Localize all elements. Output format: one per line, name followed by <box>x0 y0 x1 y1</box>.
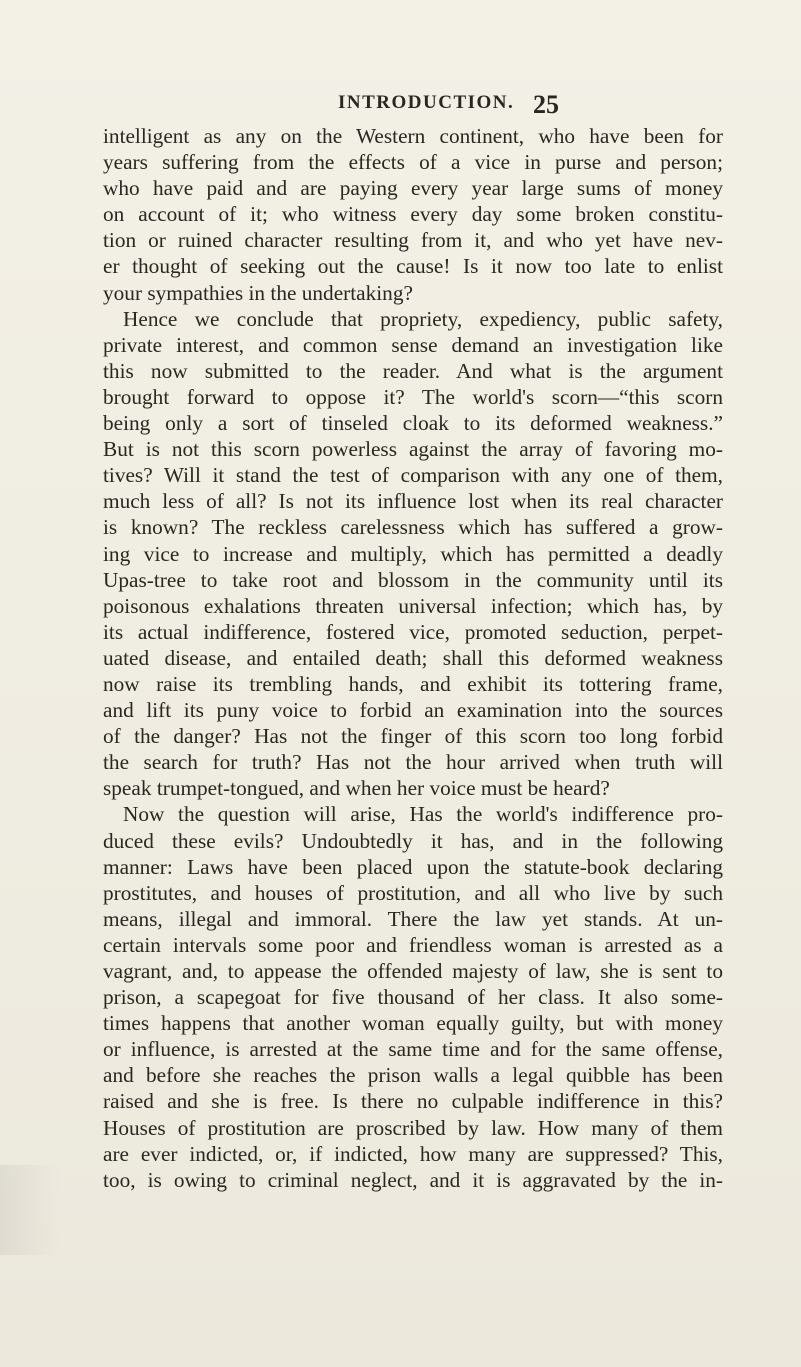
text-line: tives? Will it stand the test of comparison with any one of them, <box>103 463 723 488</box>
text-line: duced these evils? Undoubtedly it has, and in the following <box>103 828 723 853</box>
text-line: Houses of prostitution are proscribed by law. How many of them <box>103 1115 723 1140</box>
text-line: Upas-tree to take root and blossom in the community until its <box>103 567 723 592</box>
page-shadow <box>0 1165 60 1255</box>
text-line: its actual indifference, fostered vice, promoted seduction, perpet- <box>103 619 723 644</box>
text-line: But is not this scorn powerless against the array of favoring mo- <box>103 437 723 462</box>
text-line: tion or ruined character resulting from it, and who yet have nev- <box>103 228 723 253</box>
text-line: er thought of seeking out the cause! Is it now too late to enlist <box>103 254 723 279</box>
text-line: now raise its trembling hands, and exhibit its tottering frame, <box>103 671 723 696</box>
text-line: prostitutes, and houses of prostitution, and all who live by such <box>103 880 723 905</box>
text-line: this now submitted to the reader. And what is the argument <box>103 358 723 383</box>
text-line: manner: Laws have been placed upon the statute-book declaring <box>103 854 723 879</box>
text-line: and lift its puny voice to forbid an examination into the sources <box>103 698 723 723</box>
text-line: ing vice to increase and multiply, which has permitted a deadly <box>103 541 723 566</box>
text-line: prison, a scapegoat for five thousand of her class. It also some- <box>103 985 723 1010</box>
text-line: your sympathies in the undertaking? <box>103 280 413 305</box>
text-line: and before she reaches the prison walls a legal quibble has been <box>103 1063 723 1088</box>
text-line: raised and she is free. Is there no culpable indifference in this? <box>103 1089 723 1114</box>
paragraph-start-line: Now the question will arise, Has the world's indifference pro- <box>123 802 723 827</box>
text-line: who have paid and are paying every year large sums of money <box>103 176 723 201</box>
text-line: or influence, is arrested at the same time and for the same offense, <box>103 1037 723 1062</box>
body-text <box>103 123 723 1193</box>
text-line: of the danger? Has not the finger of this scorn too long forbid <box>103 724 723 749</box>
page-number: 25 <box>533 90 559 119</box>
text-line: on account of it; who witness every day some broken constitu- <box>103 202 723 227</box>
paragraph-start-line: Hence we conclude that propriety, expediency, public safety, <box>123 306 723 331</box>
text-line: intelligent as any on the Western continent, who have been for <box>103 124 723 148</box>
text-line: certain intervals some poor and friendless woman is arrested as a <box>103 932 723 957</box>
text-line: uated disease, and entailed death; shall this deformed weakness <box>103 645 723 670</box>
text-line: speak trumpet-tongued, and when her voice must be heard? <box>103 776 610 801</box>
text-line: poisonous exhalations threaten universal infection; which has, by <box>103 593 723 618</box>
text-line: years suffering from the effects of a vice in purse and person; <box>103 150 723 175</box>
text-line: too, is owing to criminal neglect, and it is aggravated by the in- <box>103 1167 723 1192</box>
text-line: means, illegal and immoral. There the law yet stands. At un- <box>103 906 723 931</box>
text-line: the search for truth? Has not the hour arrived when truth will <box>103 750 723 775</box>
text-line: are ever indicted, or, if indicted, how many are suppressed? This, <box>103 1141 723 1166</box>
text-line: being only a sort of tinseled cloak to its deformed weakness.” <box>103 411 723 436</box>
text-line: vagrant, and, to appease the offended majesty of law, she is sent to <box>103 959 723 983</box>
text-line: is known? The reckless carelessness which has suffered a grow- <box>103 515 723 540</box>
text-line: brought forward to oppose it? The world's scorn—“this scorn <box>103 384 723 409</box>
running-head <box>0 92 801 122</box>
running-title: INTRODUCTION. <box>338 92 515 113</box>
text-line: private interest, and common sense demand an investigation like <box>103 332 723 357</box>
text-line: much less of all? Is not its influence lost when its real character <box>103 489 723 514</box>
text-line: times happens that another woman equally guilty, but with money <box>103 1011 723 1036</box>
